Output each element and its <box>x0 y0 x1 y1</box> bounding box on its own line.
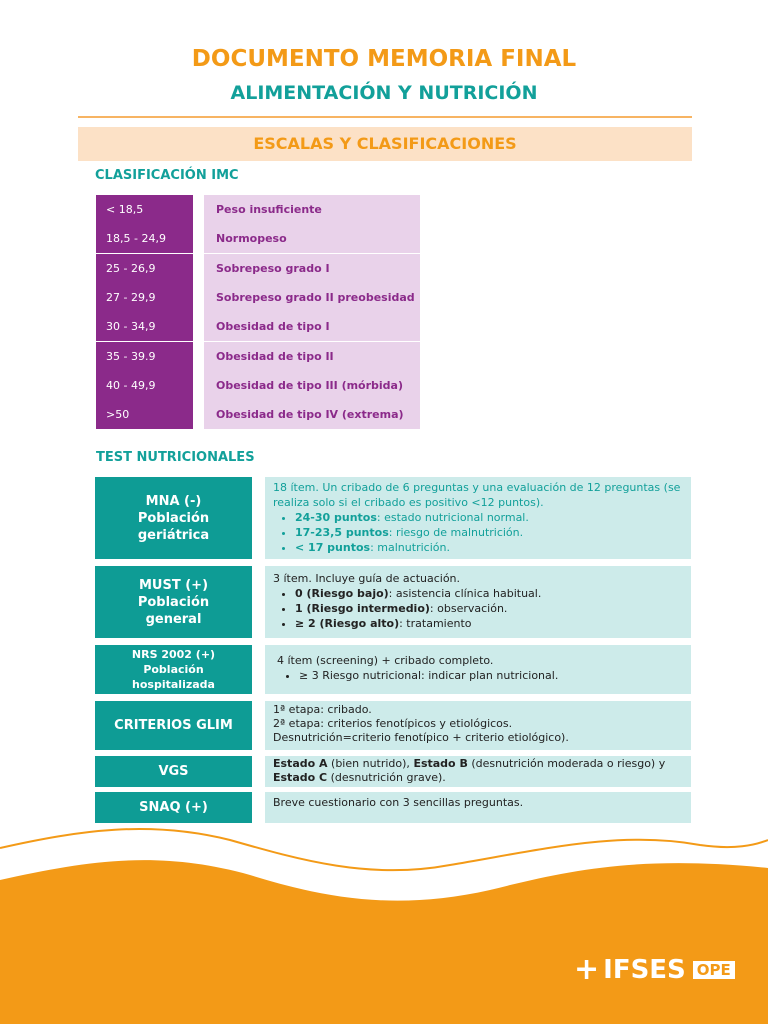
vgs-label: VGS <box>95 756 252 787</box>
imc-category: Sobrepeso grado II preobesidad <box>204 283 420 312</box>
nrs-label: NRS 2002 (+) Población hospitalizada <box>95 645 252 694</box>
imc-category: Obesidad de tipo I <box>204 312 420 341</box>
must-description: 3 ítem. Incluye guía de actuación. • 0 (Riesgo bajo): asistencia clínica habitual. • 1 (Riesgo intermedio): observación. • ≥ 2 (Riesgo alto): tratamiento <box>265 566 691 638</box>
imc-range: 35 - 39.9 <box>96 342 193 371</box>
vgs-description: Estado A (bien nutrido), Estado B (desnutrición moderada o riesgo) y Estado C (desnutrición grave). <box>265 756 691 787</box>
tests-heading: TEST NUTRICIONALES <box>96 450 255 465</box>
imc-category: Obesidad de tipo II <box>204 342 420 371</box>
imc-range: >50 <box>96 400 193 429</box>
imc-range: 27 - 29,9 <box>96 283 193 312</box>
imc-range: 40 - 49,9 <box>96 371 193 400</box>
divider <box>78 116 692 118</box>
mna-label: MNA (-) Población geriátrica <box>95 477 252 559</box>
imc-heading: CLASIFICACIÓN IMC <box>95 168 239 183</box>
orange-wave <box>0 820 768 1024</box>
document-title: DOCUMENTO MEMORIA FINAL <box>191 46 577 72</box>
document-subtitle: ALIMENTACIÓN Y NUTRICIÓN <box>230 82 538 104</box>
mna-description: 18 ítem. Un cribado de 6 preguntas y una evaluación de 12 preguntas (se realiza solo si el cribado es positivo <12 puntos). • 24-30 puntos: estado nutricional normal. • 17-23,5 puntos: riesgo de malnutrición. • < 17 puntos: malnutrición. <box>265 477 691 559</box>
imc-range: 25 - 26,9 <box>96 254 193 283</box>
snaq-description: Breve cuestionario con 3 sencillas preguntas. <box>265 792 691 823</box>
ifses-logo: + IFSES OPE <box>574 955 735 985</box>
imc-range: < 18,5 <box>96 195 193 224</box>
glim-description: 1ª etapa: cribado. 2ª etapa: criterios fenotípicos y etiológicos. Desnutrición=criterio fenotípico + criterio etiológico). <box>265 701 691 750</box>
imc-range: 30 - 34,9 <box>96 312 193 341</box>
imc-category: Normopeso <box>204 224 420 253</box>
imc-category: Sobrepeso grado I <box>204 254 420 283</box>
imc-category: Obesidad de tipo III (mórbida) <box>204 371 420 400</box>
imc-category: Obesidad de tipo IV (extrema) <box>204 400 420 429</box>
section-band: ESCALAS Y CLASIFICACIONES <box>78 127 692 161</box>
nrs-description: 4 ítem (screening) + cribado completo. • ≥ 3 Riesgo nutricional: indicar plan nutricional. <box>265 645 691 694</box>
imc-range: 18,5 - 24,9 <box>96 224 193 253</box>
cross-icon: + <box>574 952 600 987</box>
snaq-label: SNAQ (+) <box>95 792 252 823</box>
glim-label: CRITERIOS GLIM <box>95 701 252 750</box>
imc-category: Peso insuficiente <box>204 195 420 224</box>
must-label: MUST (+) Población general <box>95 566 252 638</box>
